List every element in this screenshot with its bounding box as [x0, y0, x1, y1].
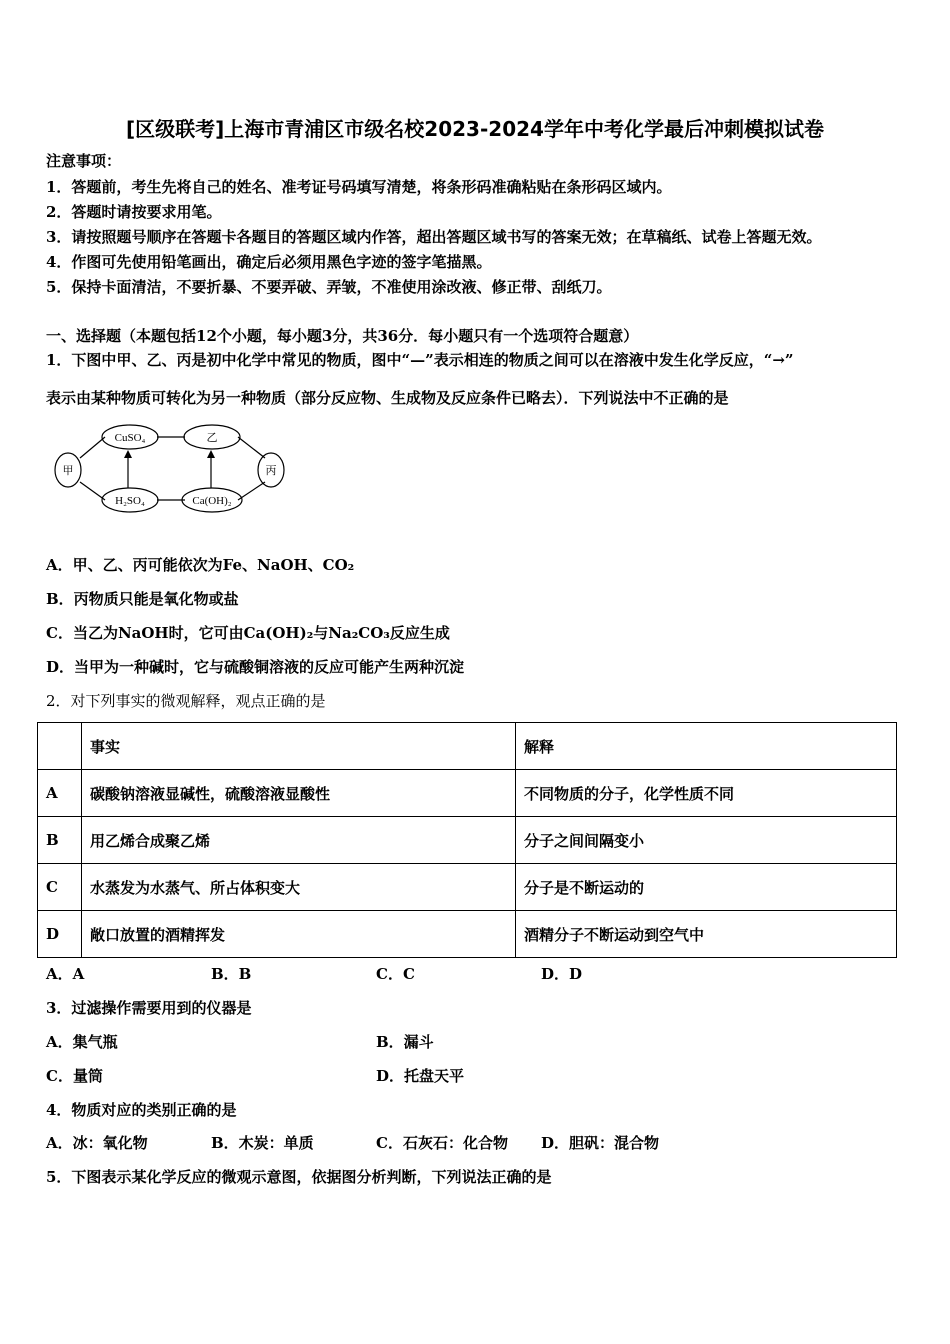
q4-option-d[interactable]: D．胆矾：混合物 [541, 1134, 660, 1152]
q2-table [37, 722, 897, 958]
q1-reaction-diagram [50, 420, 290, 520]
page-title: [区级联考]上海市青浦区市级名校2023-2024学年中考化学最后冲刺模拟试卷 [126, 117, 824, 141]
q3-option-a[interactable]: A．集气瓶 [46, 1033, 118, 1051]
q1-option-b[interactable]: B．丙物质只能是氧化物或盐 [46, 590, 239, 608]
note-item: 2．答题时请按要求用笔。 [46, 203, 222, 221]
q4-option-c[interactable]: C．石灰石：化合物 [376, 1134, 508, 1152]
q1-option-c[interactable]: C．当乙为NaOH时，它可由Ca(OH)₂与Na₂CO₃反应生成 [46, 624, 450, 642]
table-row [38, 817, 897, 864]
q4-option-b[interactable]: B．木炭：单质 [211, 1134, 314, 1152]
q4-option-a[interactable]: A．冰：氧化物 [46, 1134, 148, 1152]
q5-stem: 5．下图表示某化学反应的微观示意图，依据图分析判断，下列说法正确的是 [46, 1168, 552, 1186]
q2-option-a[interactable]: A．A [46, 965, 85, 983]
label-jia: 甲 [62, 465, 74, 477]
table-cell: 酒精分子不断运动到空气中 [516, 911, 897, 958]
q4-stem: 4．物质对应的类别正确的是 [46, 1101, 237, 1119]
table-cell: B [38, 817, 82, 864]
table-header [38, 723, 82, 770]
table-cell: A [38, 770, 82, 817]
table-cell: 水蒸发为水蒸气、所占体积变大 [82, 864, 516, 911]
table-cell: 用乙烯合成聚乙烯 [82, 817, 516, 864]
table-cell: 敞口放置的酒精挥发 [82, 911, 516, 958]
q1-stem-line1: 1．下图中甲、乙、丙是初中化学中常见的物质，图中“—”表示相连的物质之间可以在溶液中发生化学反应，“→” [46, 351, 794, 369]
note-item: 4．作图可先使用铅笔画出，确定后必须用黑色字迹的签字笔描黑。 [46, 253, 492, 271]
arrow-icon [207, 450, 215, 458]
q2-option-c[interactable]: C．C [376, 965, 415, 983]
table-header: 事实 [82, 723, 516, 770]
table-cell: 分子是不断运动的 [516, 864, 897, 911]
table-cell: 不同物质的分子，化学性质不同 [516, 770, 897, 817]
arrow-icon [124, 450, 132, 458]
table-cell: D [38, 911, 82, 958]
notes-heading: 注意事项： [46, 152, 122, 170]
table-header-row [38, 723, 897, 770]
label-caoh2: Ca(OH)₂ [192, 495, 232, 507]
table-cell: C [38, 864, 82, 911]
q1-stem-line2: 表示由某种物质可转化为另一种物质（部分反应物、生成物及反应条件已略去）．下列说法中不正确的是 [46, 389, 729, 407]
table-cell: 分子之间间隔变小 [516, 817, 897, 864]
q2-option-d[interactable]: D．D [541, 965, 583, 983]
q3-option-d[interactable]: D．托盘天平 [376, 1067, 465, 1085]
label-yi: 乙 [206, 432, 218, 444]
table-row [38, 770, 897, 817]
q3-stem: 3．过滤操作需要用到的仪器是 [46, 999, 252, 1017]
note-item: 5．保持卡面清洁，不要折暴、不要弄破、弄皱，不准使用涂改液、修正带、刮纸刀。 [46, 278, 612, 296]
section-heading: 一、选择题（本题包括12个小题，每小题3分，共36分．每小题只有一个选项符合题意） [46, 327, 639, 345]
label-cuso4: CuSO₄ [114, 432, 146, 444]
note-item: 1．答题前，考生先将自己的姓名、准考证号码填写清楚，将条形码准确粘贴在条形码区域内。 [46, 178, 672, 196]
q1-option-d[interactable]: D．当甲为一种碱时，它与硫酸铜溶液的反应可能产生两种沉淀 [46, 658, 465, 676]
q2-stem: 2．对下列事实的微观解释，观点正确的是 [46, 692, 326, 710]
table-row [38, 864, 897, 911]
q2-option-b[interactable]: B．B [211, 965, 252, 983]
note-item: 3．请按照题号顺序在答题卡各题目的答题区域内作答，超出答题区域书写的答案无效；在草稿纸、试卷上答题无效。 [46, 228, 822, 246]
label-bing: 丙 [265, 465, 277, 477]
table-header: 解释 [516, 723, 897, 770]
q1-option-a[interactable]: A．甲、乙、丙可能依次为Fe、NaOH、CO₂ [46, 556, 355, 574]
q3-option-b[interactable]: B．漏斗 [376, 1033, 434, 1051]
table-cell: 碳酸钠溶液显碱性，硫酸溶液显酸性 [82, 770, 516, 817]
label-h2so4: H₂SO₄ [115, 495, 145, 507]
table-row [38, 911, 897, 958]
q3-option-c[interactable]: C．量筒 [46, 1067, 103, 1085]
